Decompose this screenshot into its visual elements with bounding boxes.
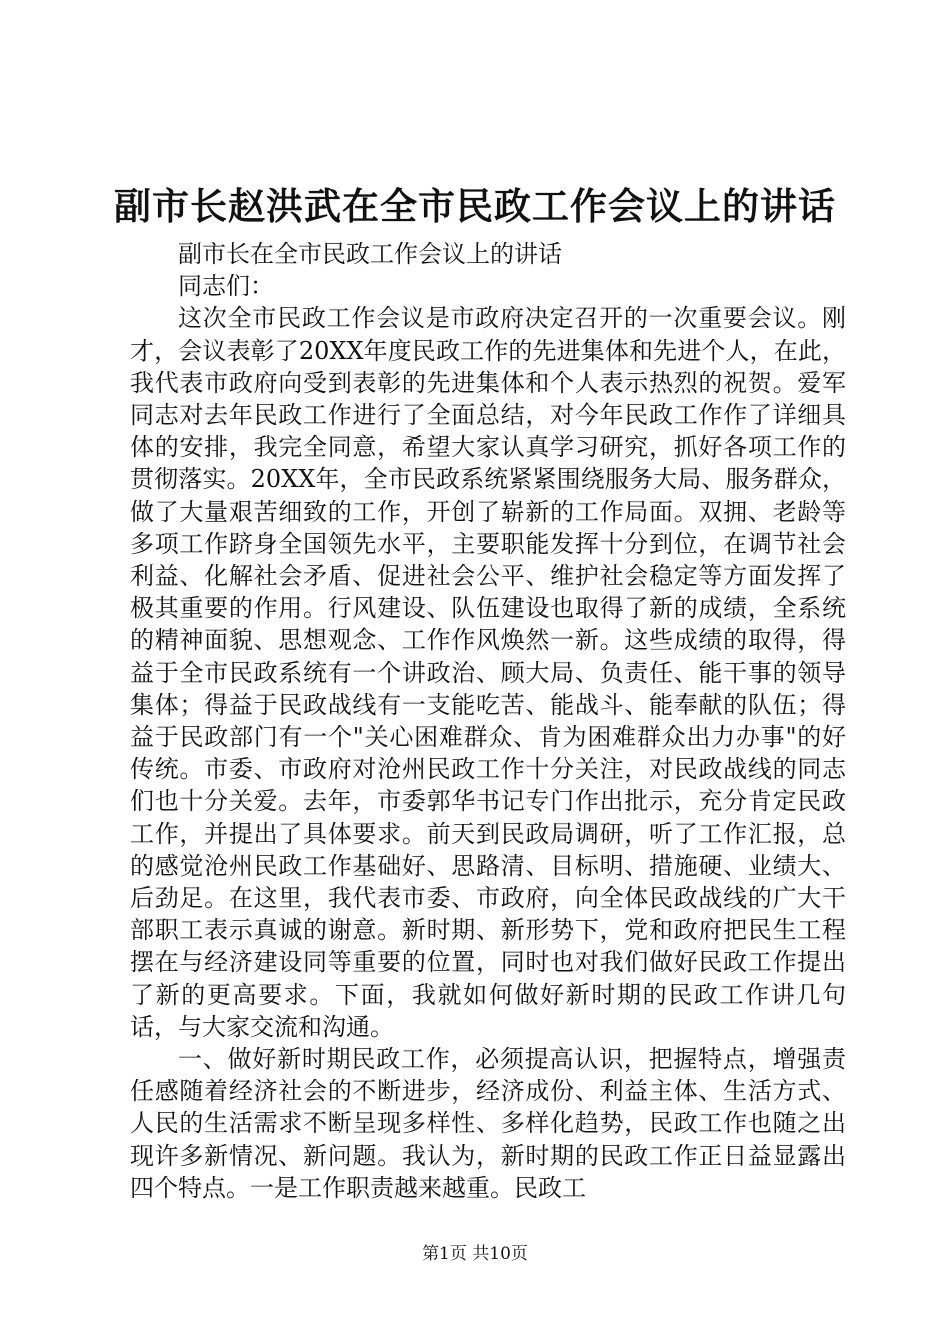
subtitle-paragraph: 副市长在全市民政工作会议上的讲话: [178, 240, 562, 268]
document-title: 副市长赵洪武在全市民政工作会议上的讲话: [114, 184, 836, 228]
document-body: [130, 238, 846, 1204]
salutation-paragraph: 同志们：: [178, 272, 274, 301]
body-paragraph: 这次全市民政工作会议是市政府决定召开的一次重要会议。刚才，会议表彰了20XX年度民政工作的先进集体和先进个人，在此，我代表市政府向受到表彰的先进集体和个人表示热烈的祝贺。爱军同志对去年民政工作进行了全面总结，对今年民政工作作了详细具体的安排，我完全同意，希望大家认真学习研究，抓好各项工作的贯彻落实。20XX年，全市民政系统紧紧围绕服务大局、服务群众，做了大量艰苦细致的工作，开创了崭新的工作局面。双拥、老龄等多项工作跻身全国领先水平，主要职能发挥十分到位，在调节社会利益、化解社会矛盾、促进社会公平、维护社会稳定等方面发挥了极其重要的作用。行风建设、队伍建设也取得了新的成绩，全系统的精神面貌、思想观念、工作作风焕然一新。这些成绩的取得，得益于全市民政系统有一个讲政治、顾大局、负责任、能干事的领导集体；得益于民政战线有一支能吃苦、能战斗、能奉献的队伍；得益于民政部门有一个"关心困难群众、肯为困难群众出力办事"的好传统。市委、市政府对沧州民政工作十分关注，对民政战线的同志们也十分关爱。去年，市委郭华书记专门作出批示，充分肯定民政工作，并提出了具体要求。前天到民政局调研，听了工作汇报，总的感觉沧州民政工作基础好、思路清、目标明、措施硬、业绩大、后劲足。在这里，我代表市委、市政府，向全体民政战线的广大干部职工表示真诚的谢意。新时期、新形势下，党和政府把民生工程摆在与经济建设同等重要的位置，同时也对我们做好民政工作提出了新的更高要求。下面，我就如何做好新时期的民政工作讲几句话，与大家交流和沟通。: [130, 304, 846, 1041]
page-footer: 第1页 共10页: [422, 1244, 528, 1264]
body-paragraph: 一、做好新时期民政工作，必须提高认识，把握特点，增强责任感随着经济社会的不断进步，经济成份、利益主体、生活方式、人民的生活需求不断呈现多样性、多样化趋势，民政工作也随之出现许多新情况、新问题。我认为，新时期的民政工作正日益显露出四个特点。一是工作职责越来越重。民政工: [130, 1045, 846, 1202]
